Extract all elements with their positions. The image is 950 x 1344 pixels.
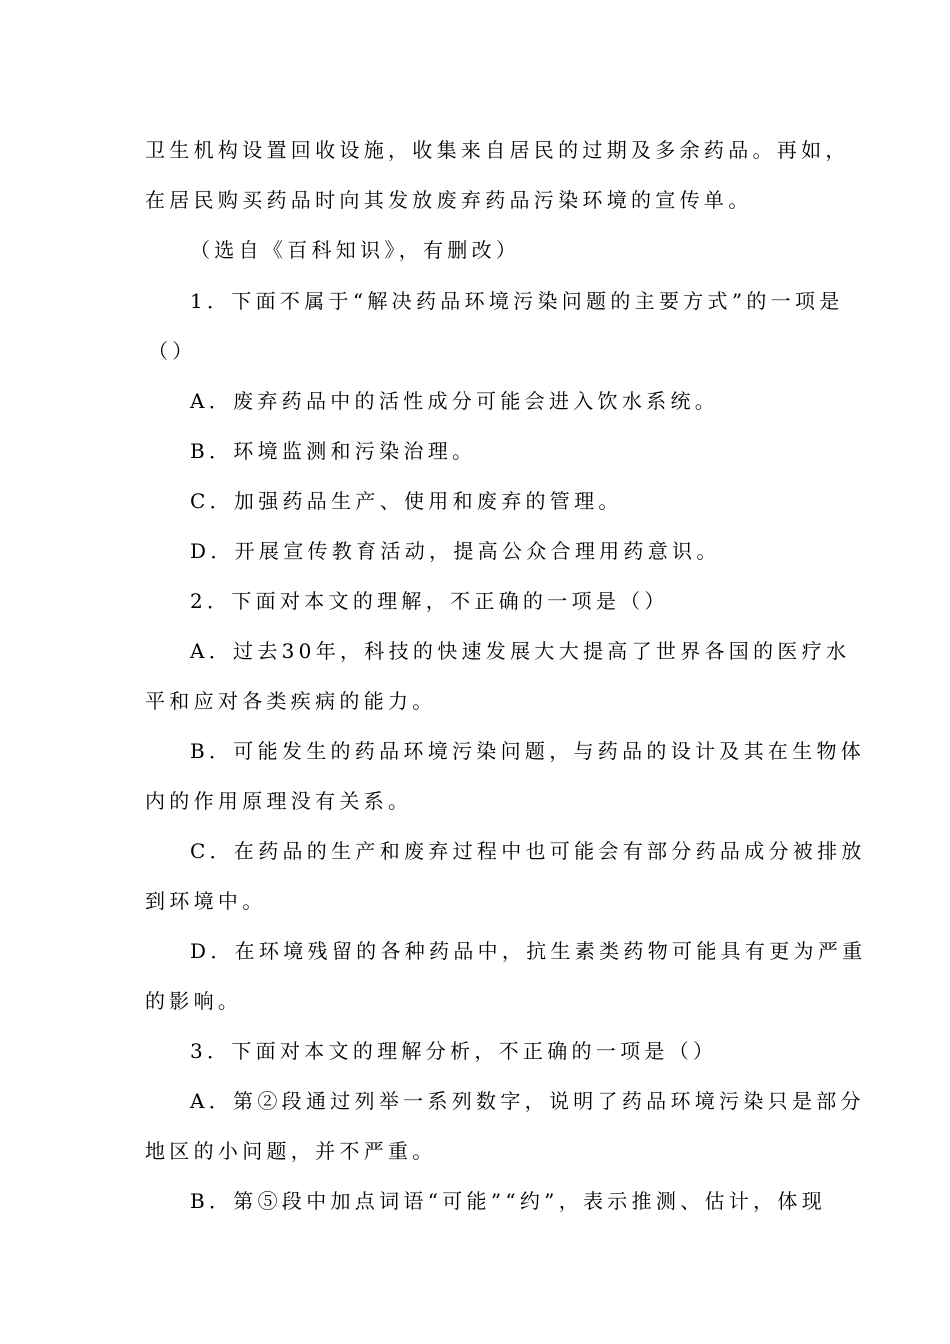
question-1-option-d: D．开展宣传教育活动，提高公众合理用药意识。 — [190, 539, 721, 563]
question-2-option-a-continued: 平和应对各类疾病的能力。 — [145, 689, 437, 713]
question-1-option-c: C．加强药品生产、使用和废弃的管理。 — [190, 489, 623, 513]
paragraph-line: 卫生机构设置回收设施，收集来自居民的过期及多余药品。再如， — [145, 138, 850, 162]
question-2-option-d: D．在环境残留的各种药品中，抗生素类药物可能具有更为严重 — [190, 939, 867, 963]
question-2-stem: 2．下面对本文的理解，不正确的一项是（） — [190, 589, 669, 613]
question-3-option-a: A．第②段通过列举一系列数字，说明了药品环境污染只是部分 — [190, 1089, 865, 1113]
question-1-stem-continued: （） — [148, 339, 197, 363]
question-2-option-c-continued: 到环境中。 — [145, 889, 267, 913]
question-2-option-a: A．过去30年，科技的快速发展大大提高了世界各国的医疗水 — [190, 639, 851, 663]
question-1-option-a: A．废弃药品中的活性成分可能会进入饮水系统。 — [190, 389, 720, 413]
question-3-stem: 3．下面对本文的理解分析，不正确的一项是（） — [190, 1039, 718, 1063]
source-note: （选自《百科知识》，有删改） — [190, 238, 521, 262]
question-3-option-b: B．第⑤段中加点词语“可能”“约”，表示推测、估计，体现 — [190, 1189, 826, 1213]
question-1-stem: 1．下面不属于“解决药品环境污染问题的主要方式”的一项是 — [190, 289, 844, 313]
question-2-option-c: C．在药品的生产和废弃过程中也可能会有部分药品成分被排放 — [190, 839, 866, 863]
paragraph-line: 在居民购买药品时向其发放废弃药品污染环境的宣传单。 — [145, 188, 753, 212]
question-3-option-a-continued: 地区的小问题，并不严重。 — [145, 1139, 437, 1163]
question-1-option-b: B．环境监测和污染治理。 — [190, 439, 477, 463]
question-2-option-b-continued: 内的作用原理没有关系。 — [145, 789, 413, 813]
question-2-option-d-continued: 的影响。 — [145, 989, 243, 1013]
question-2-option-b: B．可能发生的药品环境污染问题，与药品的设计及其在生物体 — [190, 739, 866, 763]
